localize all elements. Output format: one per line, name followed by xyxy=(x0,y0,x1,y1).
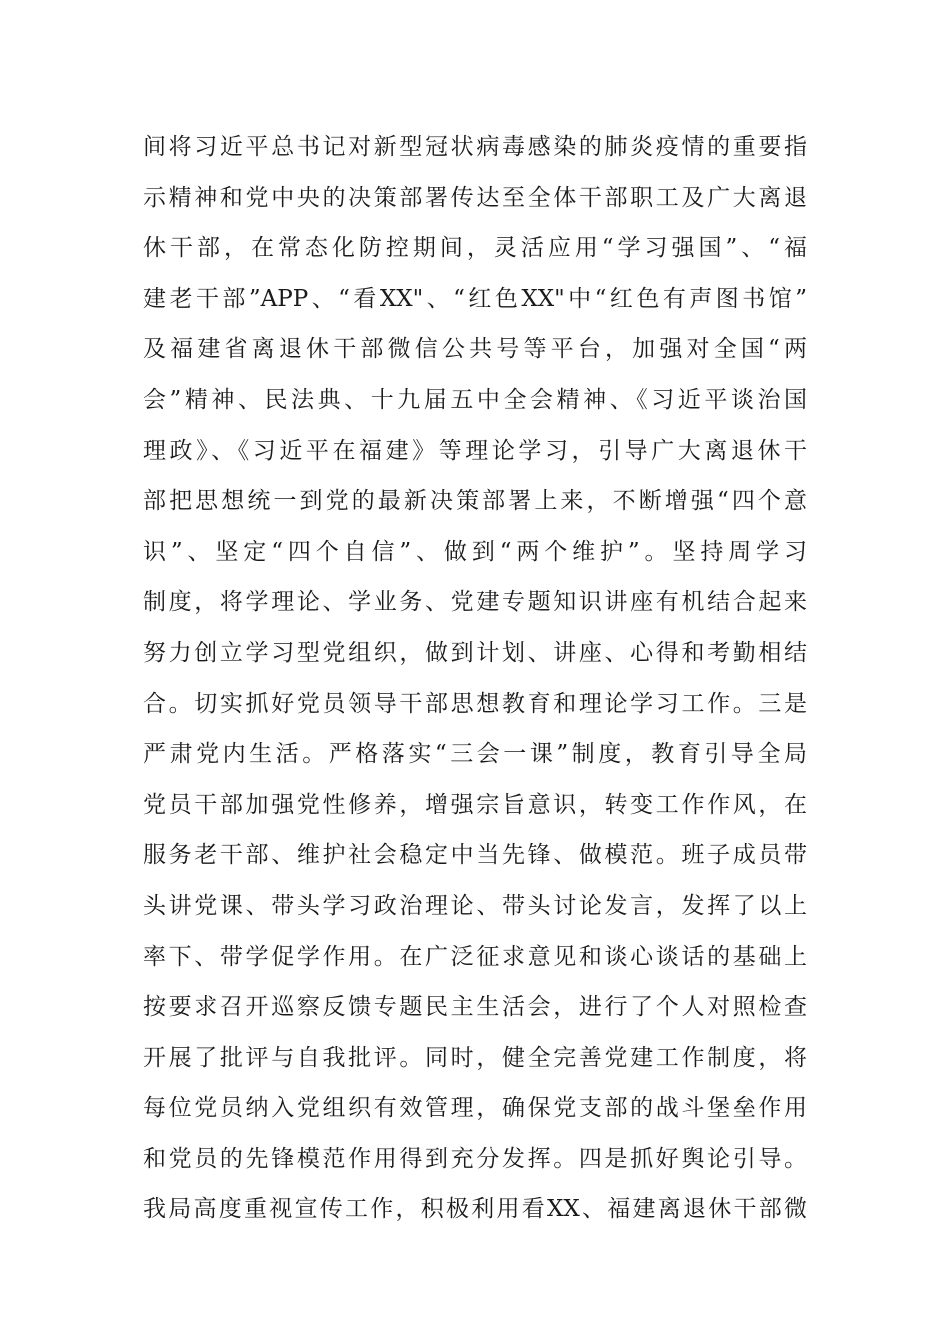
text-line: 和党员的先锋模范作用得到充分发挥。四是抓好舆论引导。 xyxy=(143,1145,807,1172)
text-line: 努力创立学习型党组织，做到计划、讲座、心得和考勤相结 xyxy=(143,639,807,666)
text-line: 服务老干部、维护社会稳定中当先锋、做模范。班子成员带 xyxy=(143,842,807,869)
body-text xyxy=(143,122,807,1235)
text-line: 建老干部”APP、“看XX"、“红色XX"中“红色有声图书馆” xyxy=(143,285,807,312)
text-line: 间将习近平总书记对新型冠状病毒感染的肺炎疫情的重要指 xyxy=(143,134,807,160)
text-line: 党员干部加强党性修养，增强宗旨意识，转变工作作风，在 xyxy=(143,791,807,818)
text-line: 部把思想统一到党的最新决策部署上来，不断增强“四个意 xyxy=(143,488,807,515)
text-line: 头讲党课、带头学习政治理论、带头讨论发言，发挥了以上 xyxy=(143,892,807,919)
text-line: 严肃党内生活。严格落实“三会一课”制度，教育引导全局 xyxy=(143,741,807,768)
text-line: 示精神和党中央的决策部署传达至全体干部职工及广大离退 xyxy=(143,184,807,211)
text-line: 率下、带学促学作用。在广泛征求意见和谈心谈话的基础上 xyxy=(143,943,807,970)
text-line: 制度，将学理论、学业务、党建专题知识讲座有机结合起来 xyxy=(143,589,807,616)
text-line: 休干部，在常态化防控期间，灵活应用“学习强国”、“福 xyxy=(143,235,807,262)
text-line: 及福建省离退休干部微信公共号等平台，加强对全国“两 xyxy=(143,336,807,363)
text-line: 我局高度重视宣传工作，积极利用看XX、福建离退休干部微 xyxy=(143,1196,807,1223)
text-line: 识”、坚定“四个自信”、做到“两个维护”。坚持周学习 xyxy=(143,538,807,565)
text-line: 理政》、《习近平在福建》等理论学习，引导广大离退休干 xyxy=(143,437,807,464)
text-line: 开展了批评与自我批评。同时，健全完善党建工作制度，将 xyxy=(143,1044,807,1071)
text-line: 会”精神、民法典、十九届五中全会精神、《习近平谈治国 xyxy=(143,386,807,413)
text-line: 每位党员纳入党组织有效管理，确保党支部的战斗堡垒作用 xyxy=(143,1095,807,1122)
text-line: 按要求召开巡察反馈专题民主生活会，进行了个人对照检查 xyxy=(143,994,807,1021)
text-line: 合。切实抓好党员领导干部思想教育和理论学习工作。三是 xyxy=(143,690,807,717)
